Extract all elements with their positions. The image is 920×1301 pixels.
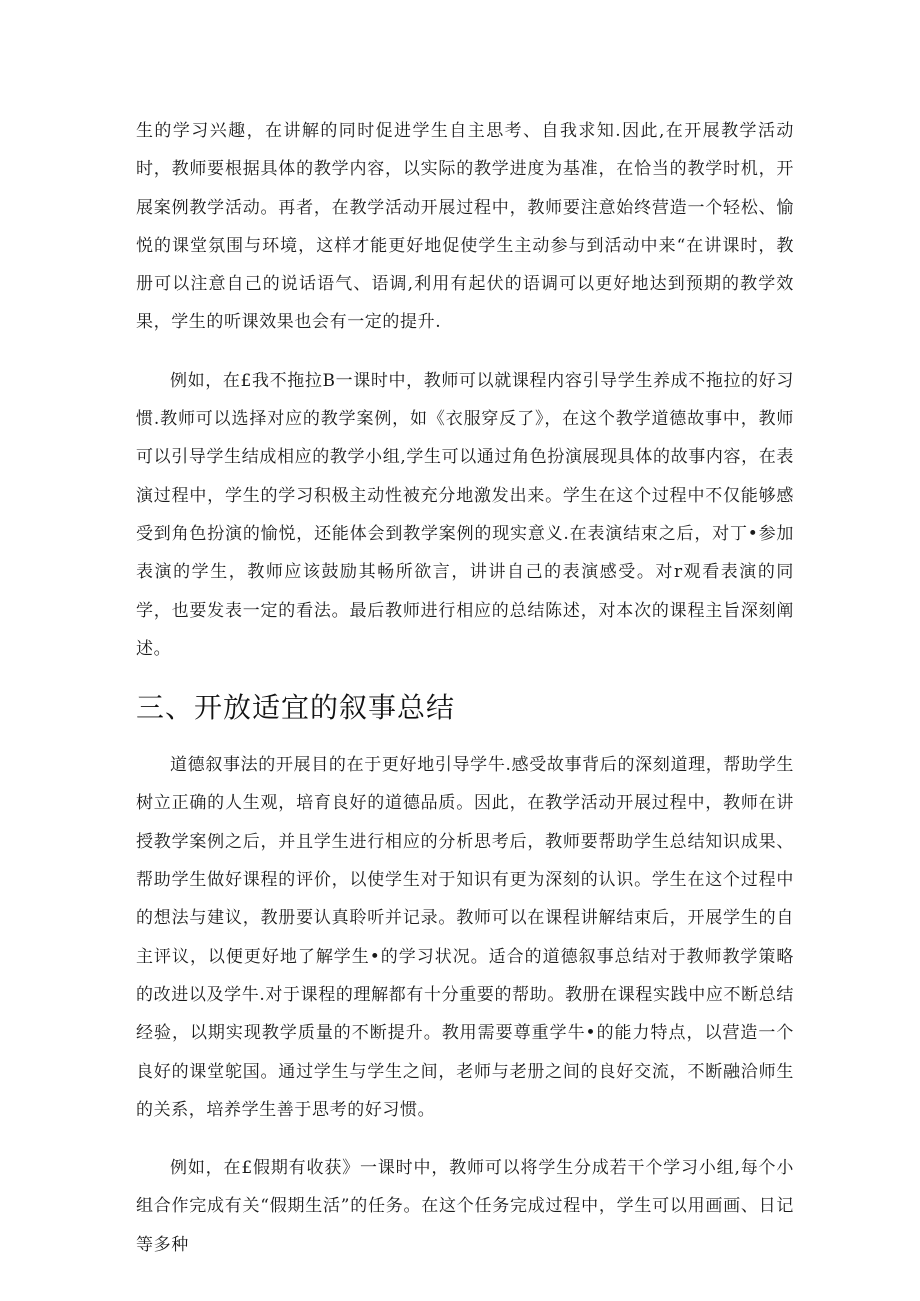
body-paragraph-3: 道德叙事法的开展目的在于更好地引导学牛.感受故事背后的深刻道理，帮助学生树立正确的人生观，培育良好的道德品质。因此，在教学活动开展过程中，教师在讲授教学案例之后，并且学生进行相应的分析思考后，教师要帮助学生总结知识成果、帮助学生做好课程的评价，以使学生对于知识有更为深刻的认识。学生在这个过程中的想法与建议，教册要认真聆听并记录。教师可以在课程讲解结束后，开展学生的自主评议，以便更好地了解学生•的学习状况。适合的道德叙事总结对于教师教学策略的改进以及学牛.对于课程的理解都有十分重要的帮助。教册在课程实践中应不断总结经验，以期实现教学质量的不断提升。教用需要尊重学牛•的能力特点，以营造一个良好的课堂鸵国。通过学生与学生之间，老师与老册之间的良好交流，不断融洽师生的关系，培养学生善于思考的好习惯。 bbox=[136, 755, 794, 1120]
body-paragraph-2: 例如，在£我不拖拉B一课时中，教师可以就课程内容引导学生养成不拖拉的好习惯.教师可以选择对应的教学案例，如《衣服穿反了》，在这个教学道德故事中，教师可以引导学生结成相应的教学小组,学生可以通过角色扮演展现具体的故事内容，在表演过程中，学生的学习积极主动性被充分地激发出来。学生在这个过程中不仅能够感受到角色扮演的愉悦，还能体会到教学案例的现实意义.在表演结束之后，对丁•参加表演的学生，教师应该鼓励其畅所欲言，讲讲自己的表演感受。对r观看表演的同学，也要发表一定的看法。最后教师进行相应的总结陈述，对本次的课程主旨深刻阐述。 bbox=[136, 370, 794, 659]
section-heading: 三、开放适宜的叙事总结 bbox=[136, 691, 456, 725]
body-paragraph-4: 例如，在£假期有收获》一课时中，教师可以将学生分成若干个学习小组,每个小组合作完成有关“假期生活”的任务。在这个任务完成过程中，学生可以用画画、日记等多种 bbox=[136, 1158, 794, 1255]
body-paragraph-1: 生的学习兴趣，在讲解的同时促进学生自主思考、自我求知.因此,在开展教学活动时，教师要根据具体的教学内容，以实际的教学进度为基准，在恰当的教学时机，开展案例教学活动。再者，在教学活动开展过程中，教师要注意始终营造一个轻松、愉悦的课堂氛围与环境，这样才能更好地促使学生主动参与到活动中来“在讲课时，教册可以注意自己的说话语气、语调,利用有起伏的语调可以更好地达到预期的教学效果，学生的听课效果也会有一定的提升. bbox=[136, 121, 794, 333]
